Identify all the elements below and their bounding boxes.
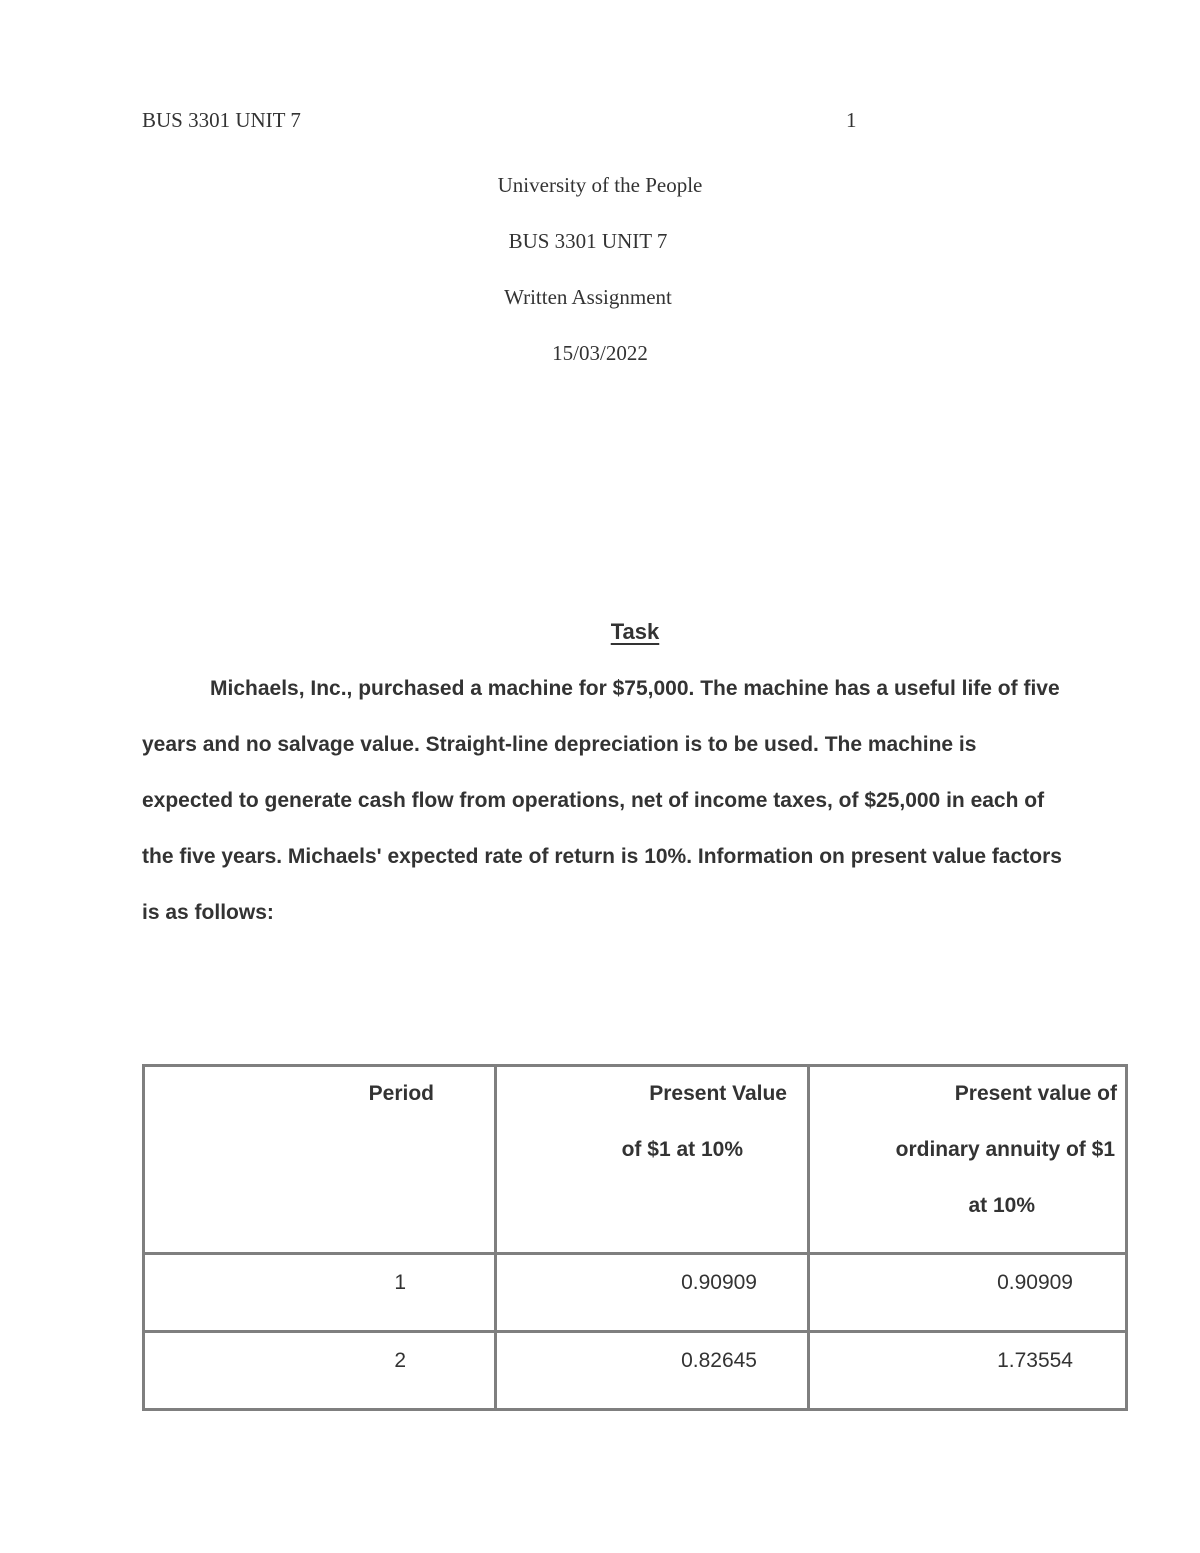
cell-period: 2: [144, 1332, 496, 1410]
table-header-row: [144, 1066, 1127, 1254]
header-annuity-line2: ordinary annuity of $1: [895, 1138, 1115, 1161]
present-value-table: [142, 1064, 1128, 1411]
title-date: 15/03/2022: [552, 341, 648, 365]
cell-present-value: 0.90909: [496, 1254, 809, 1332]
cell-period: 1: [144, 1254, 496, 1332]
cell-annuity: 0.90909: [809, 1254, 1127, 1332]
header-present-value-line2: of $1 at 10%: [621, 1138, 743, 1161]
task-paragraph: Michaels, Inc., purchased a machine for $75,000. The machine has a useful life of five years and no salvage value. Straight-line depreciation is to be used. The machine is expected to generate cash flow from operations, net of income taxes, of $25,000 in each of the five years. Michaels' expected rate of return is 10%. Information on present value factors is as follows:: [142, 677, 1062, 924]
page-number: 1: [846, 108, 857, 132]
task-heading: Task: [610, 619, 660, 644]
cell-annuity: 1.73554: [809, 1332, 1127, 1410]
header-annuity-line3: at 10%: [968, 1194, 1035, 1217]
header-period: [144, 1066, 496, 1254]
title-course: BUS 3301 UNIT 7: [508, 229, 668, 253]
header-present-value: [496, 1066, 809, 1254]
table-row: [144, 1254, 1127, 1332]
header-annuity-line1: Present value of: [954, 1082, 1117, 1105]
table-row: [144, 1332, 1127, 1410]
title-university: University of the People: [497, 173, 703, 197]
running-head: BUS 3301 UNIT 7: [142, 108, 301, 132]
header-annuity: [809, 1066, 1127, 1254]
header-present-value-line1: Present Value: [649, 1082, 787, 1105]
header-period-label: Period: [368, 1082, 434, 1105]
cell-present-value: 0.82645: [496, 1332, 809, 1410]
title-assignment: Written Assignment: [504, 285, 672, 309]
